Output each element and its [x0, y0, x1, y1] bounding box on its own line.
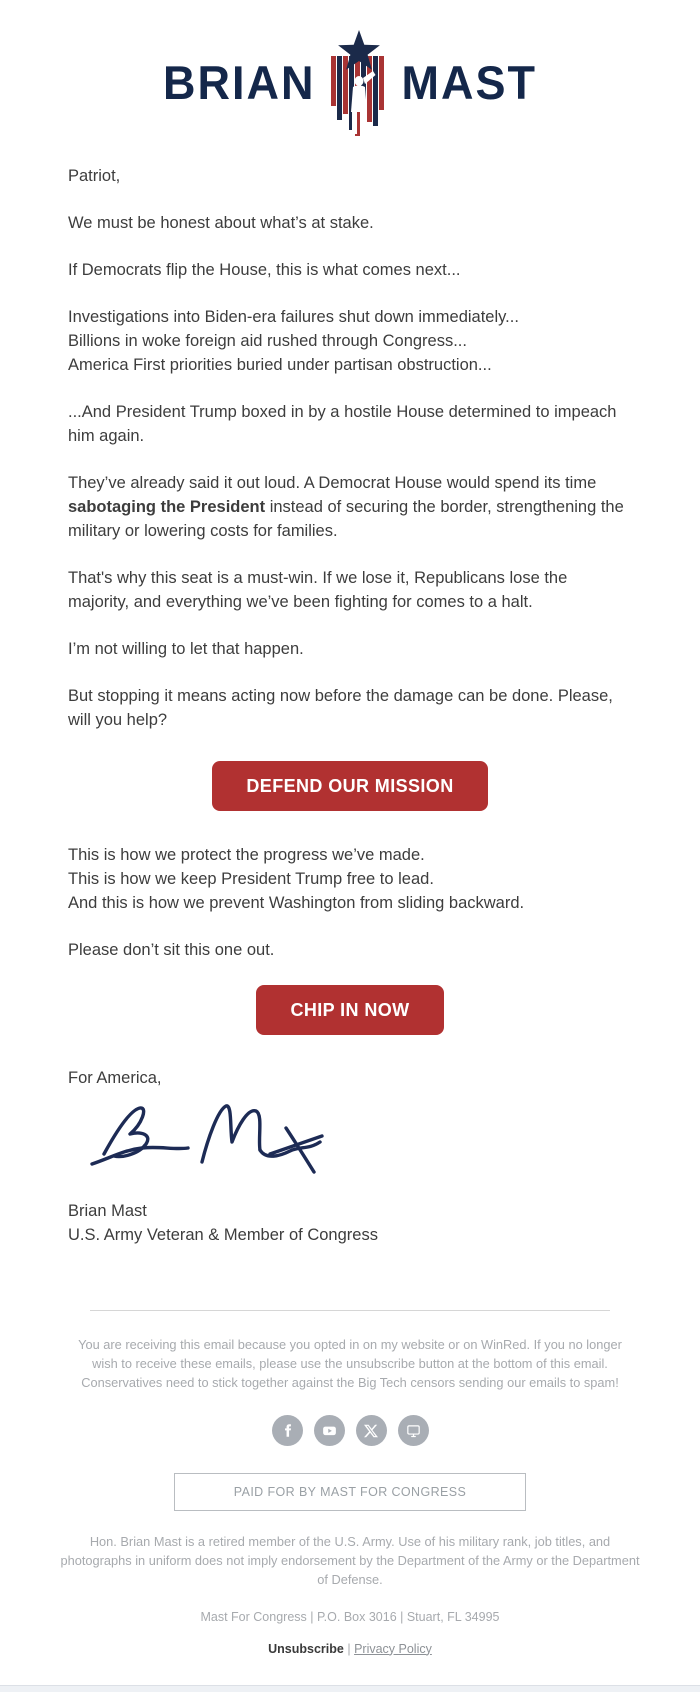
viewport-bottom-edge — [0, 1685, 700, 1692]
defend-cta-wrap — [68, 761, 632, 811]
consequence-line: America First priorities buried under partisan obstruction... — [68, 356, 492, 374]
signer-name: Brian Mast — [68, 1202, 147, 1220]
said-post: instead of securing the border, strengthening the military or lowering costs for families. — [68, 498, 624, 540]
links-separator: | — [347, 1641, 351, 1656]
paragraph-consequences — [68, 305, 632, 377]
signature-image — [90, 1098, 632, 1193]
unsubscribe-link[interactable]: Unsubscribe — [268, 1641, 344, 1656]
social-icons-row — [0, 1415, 700, 1446]
paragraph-stopping: But stopping it means acting now before the damage can be done. Please, will you help? — [68, 687, 613, 729]
army-disclaimer: Hon. Brian Mast is a retired member of the U.S. Army. Use of his military rank, job titles, and photographs in uniform does not imply endorsement by the Department of the Army or the Department of Defense. — [60, 1534, 640, 1587]
logo-text-brian: BRIAN — [163, 55, 316, 110]
flag-star-soldier-emblem-icon — [328, 30, 390, 136]
logo-text-mast: MAST — [401, 55, 537, 110]
youtube-icon[interactable] — [314, 1415, 345, 1446]
protect-line: And this is how we prevent Washington from sliding backward. — [68, 894, 525, 912]
chip-in-now-button[interactable]: CHIP IN NOW — [256, 985, 443, 1035]
paid-for-disclaimer-box: PAID FOR BY MAST FOR CONGRESS — [174, 1473, 526, 1511]
paragraph-trump: ...And President Trump boxed in by a hostile House determined to impeach him again. — [68, 403, 617, 445]
campaign-logo — [0, 30, 700, 136]
optin-disclaimer: You are receiving this email because you opted in on my website or on WinRed. If you no longer wish to receive these emails, please use the unsubscribe button at the bottom of this email. Conservatives need to stick together against the Big Tech censors sending our emails to spam! — [78, 1337, 622, 1390]
paragraph-seat: That's why this seat is a must-win. If we lose it, Republicans lose the majority, and everything we’ve been fighting for comes to a halt. — [68, 569, 568, 611]
consequence-line: Billions in woke foreign aid rushed through Congress... — [68, 332, 467, 350]
paragraph-said — [68, 471, 632, 543]
signature-text-block — [68, 1199, 632, 1247]
paragraph-flip: If Democrats flip the House, this is what comes next... — [68, 261, 461, 279]
email-footer — [0, 1311, 700, 1671]
said-bold: sabotaging the President — [68, 498, 266, 516]
said-pre: They’ve already said it out loud. A Democrat House would spend its time — [68, 474, 597, 492]
closing-line: For America, — [68, 1069, 162, 1087]
chip-in-cta-wrap — [68, 985, 632, 1035]
salutation: Patriot, — [68, 167, 121, 185]
x-icon[interactable] — [356, 1415, 387, 1446]
footer-links-row — [0, 1640, 700, 1659]
email-main-copy — [0, 136, 700, 1270]
protect-line: This is how we protect the progress we’ve made. — [68, 846, 425, 864]
privacy-policy-link[interactable]: Privacy Policy — [354, 1641, 432, 1656]
signer-title: U.S. Army Veteran & Member of Congress — [68, 1226, 378, 1244]
paragraph-sit-out: Please don’t sit this one out. — [68, 941, 275, 959]
defend-our-mission-button[interactable]: DEFEND OUR MISSION — [212, 761, 487, 811]
consequence-line: Investigations into Biden-era failures shut down immediately... — [68, 308, 519, 326]
paragraph-stake: We must be honest about what’s at stake. — [68, 214, 374, 232]
paragraph-protect — [68, 843, 632, 915]
website-icon[interactable] — [398, 1415, 429, 1446]
facebook-icon[interactable] — [272, 1415, 303, 1446]
paragraph-willing: I’m not willing to let that happen. — [68, 640, 304, 658]
campaign-address: Mast For Congress | P.O. Box 3016 | Stuart, FL 34995 — [200, 1610, 500, 1624]
protect-line: This is how we keep President Trump free to lead. — [68, 870, 434, 888]
